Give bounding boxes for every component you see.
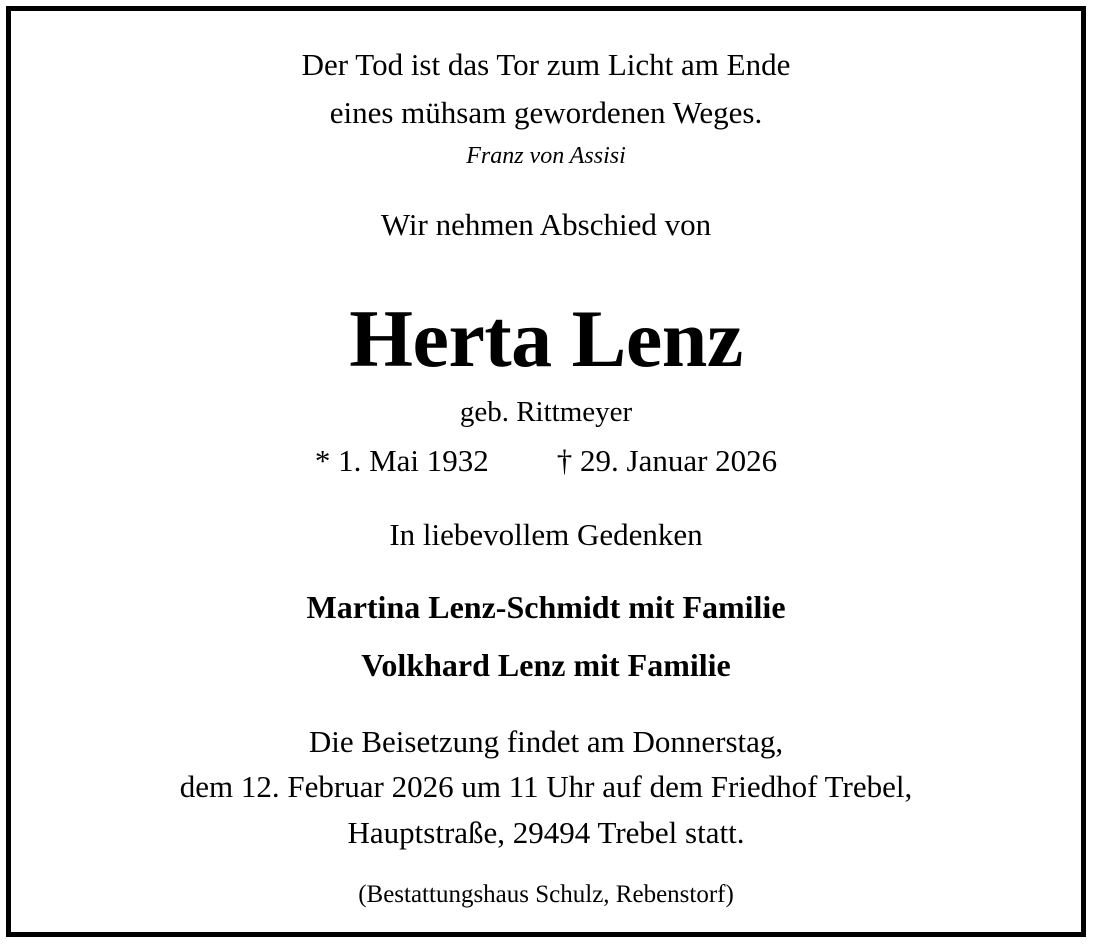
undertaker-text: (Bestattungshaus Schulz, Rebenstorf) (358, 881, 734, 908)
funeral-line-3: Hauptstraße, 29494 Trebel statt. (347, 815, 745, 850)
quote-author: Franz von Assisi (466, 143, 626, 169)
mourner-1: Martina Lenz-Schmidt mit Familie (306, 589, 786, 625)
intro-text: Wir nehmen Abschied von (380, 207, 712, 242)
quote-line-2: eines mühsam gewordenen Weges. (329, 95, 763, 130)
memory-text: In liebevollem Gedenken (389, 517, 703, 552)
deceased-name: Herta Lenz (349, 293, 743, 384)
obituary-frame (6, 6, 1086, 937)
funeral-line-1: Die Beisetzung findet am Donnerstag, (308, 724, 784, 759)
mourner-2: Volkhard Lenz mit Familie (361, 647, 731, 683)
quote-line-1: Der Tod ist das Tor zum Licht am Ende (301, 47, 791, 82)
funeral-line-2: dem 12. Februar 2026 um 11 Uhr auf dem Friedhof Trebel, (179, 769, 913, 804)
birth-date: * 1. Mai 1932 (314, 443, 489, 478)
death-date: † 29. Januar 2026 (556, 443, 778, 478)
birth-name: geb. Rittmeyer (459, 396, 633, 428)
life-dates (11, 445, 1081, 476)
